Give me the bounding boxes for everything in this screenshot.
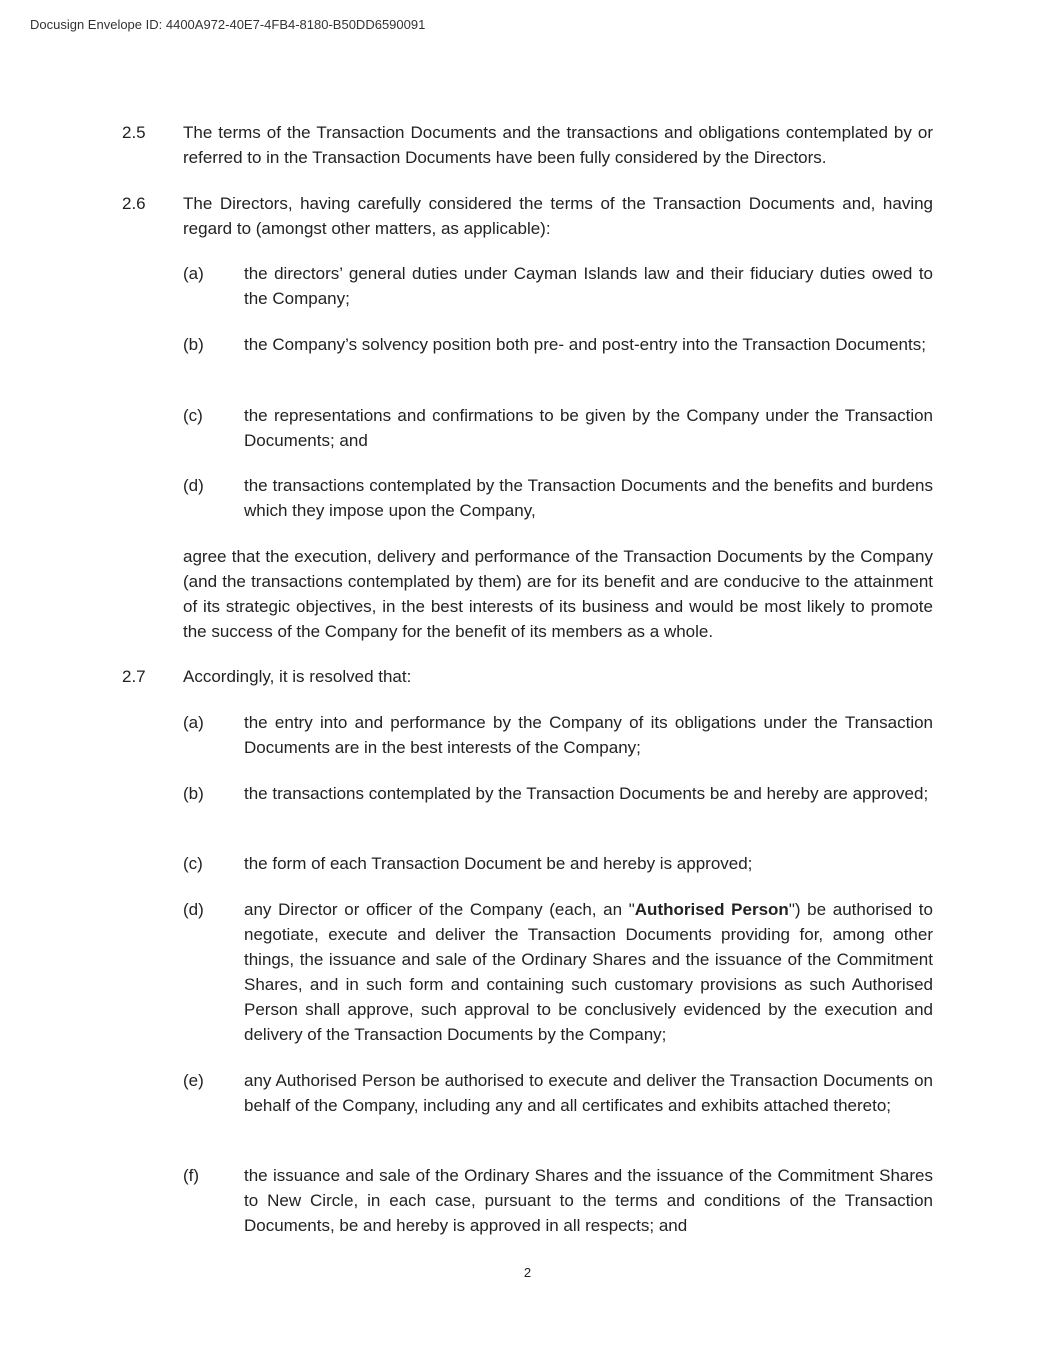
clause-text: The Directors, having carefully considered the terms of the Transaction Documents and, having regard to (amongst other matters, as applicable): [183, 194, 933, 238]
item-text-after: ") be authorised to negotiate, execute and deliver the Transaction Documents providing for, among other things, the issuance and sale of the Ordinary Shares and the issuance of the Commitment Shares, and in such form and containing such customary provisions as such Authorised Person shall approve, such approval to be conclusively evidenced by the execution and delivery of the Transaction Documents by the Company; [244, 900, 933, 1044]
item-text: the representations and confirmations to be given by the Company under the Transaction Documents; and [244, 406, 933, 450]
clause-2-6-a [183, 261, 933, 311]
clause-2-7-b [183, 781, 933, 806]
clause-2-6-c [183, 403, 933, 453]
item-text: the transactions contemplated by the Transaction Documents and the benefits and burdens which they impose upon the Company, [244, 476, 933, 520]
defined-term: Authorised Person [634, 900, 789, 919]
item-label: (c) [183, 406, 203, 425]
clause-2-7-e [183, 1068, 933, 1118]
clause-number: 2.7 [122, 667, 146, 686]
item-text: the issuance and sale of the Ordinary Shares and the issuance of the Commitment Shares to New Circle, in each case, pursuant to the terms and conditions of the Transaction Documents, be and hereby is approved in all respects; and [244, 1166, 933, 1235]
item-text: the transactions contemplated by the Transaction Documents be and hereby are approved; [244, 784, 929, 803]
clause-number: 2.6 [122, 194, 146, 213]
item-label: (b) [183, 784, 204, 803]
envelope-id: Docusign Envelope ID: 4400A972-40E7-4FB4-8180-B50DD6590091 [30, 17, 426, 32]
item-label: (b) [183, 335, 204, 354]
clause-2-7 [122, 664, 933, 689]
item-text-before: any Director or officer of the Company (each, an " [244, 900, 635, 919]
item-label: (f) [183, 1166, 200, 1185]
clause-2-6 [122, 191, 933, 241]
clause-2-6-b [183, 332, 933, 357]
item-label: (a) [183, 713, 204, 732]
clause-2-7-f [183, 1163, 933, 1238]
clause-text: Accordingly, it is resolved that: [183, 667, 412, 686]
item-text [244, 897, 933, 1047]
clause-2-7-c [183, 851, 933, 876]
clause-2-5 [122, 120, 933, 170]
item-label: (c) [183, 854, 203, 873]
page-number: 2 [523, 1265, 532, 1280]
item-text: the directors’ general duties under Cayman Islands law and their fiduciary duties owed to the Company; [244, 264, 933, 308]
clause-number: 2.5 [122, 123, 146, 142]
item-label: (d) [183, 900, 204, 919]
item-label: (d) [183, 476, 204, 495]
item-label: (a) [183, 264, 204, 283]
clause-2-7-a [183, 710, 933, 760]
item-text: the entry into and performance by the Company of its obligations under the Transaction Documents are in the best interests of the Company; [244, 713, 933, 757]
clause-2-6-d [183, 473, 933, 523]
item-text: the Company’s solvency position both pre- and post-entry into the Transaction Documents; [244, 335, 926, 354]
item-label: (e) [183, 1071, 204, 1090]
clause-2-6-conclusion: agree that the execution, delivery and performance of the Transaction Documents by the Company (and the transactions contemplated by them) are for its benefit and are conducive to the attainment of its strategic objectives, in the best interests of its business and would be most likely to promote the success of the Company for the benefit of its members as a whole. [183, 547, 933, 641]
item-text: any Authorised Person be authorised to execute and deliver the Transaction Documents on behalf of the Company, including any and all certificates and exhibits attached thereto; [244, 1071, 933, 1115]
clause-text: The terms of the Transaction Documents and the transactions and obligations contemplated by or referred to in the Transaction Documents have been fully considered by the Directors. [183, 123, 933, 167]
item-text: the form of each Transaction Document be and hereby is approved; [244, 854, 753, 873]
clause-2-7-d [183, 897, 933, 1047]
